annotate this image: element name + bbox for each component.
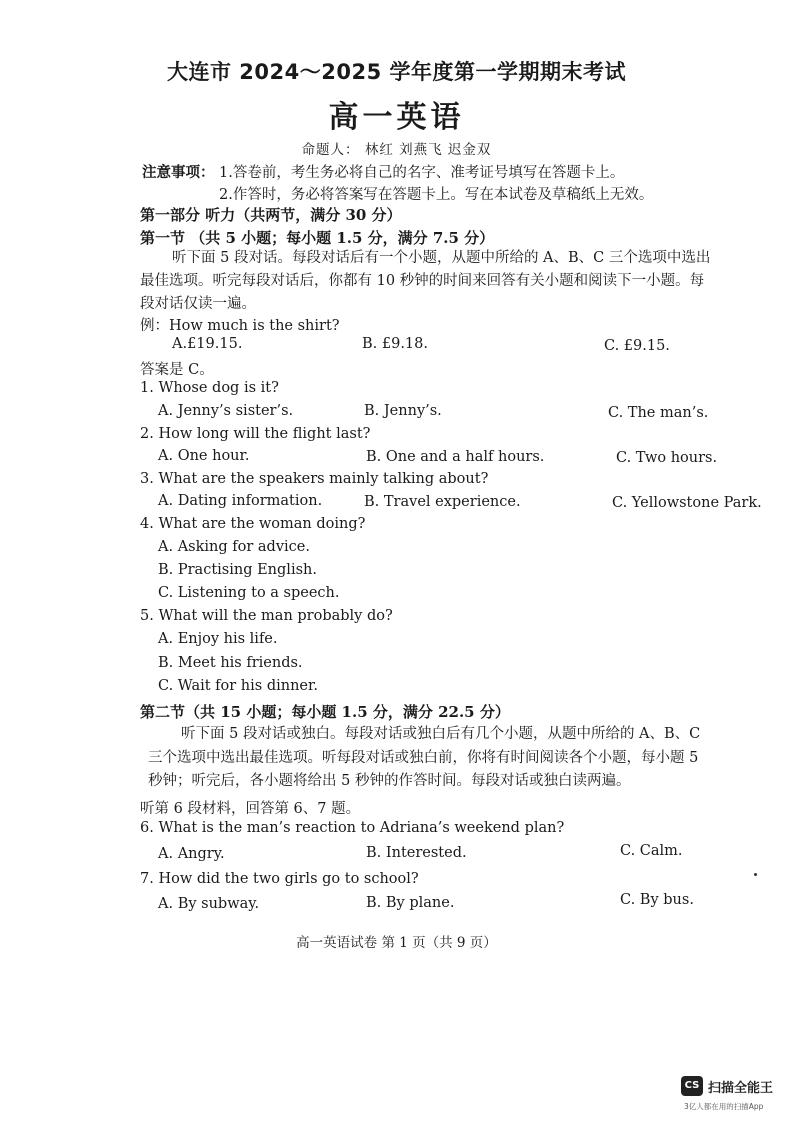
question-5-option-b: B. Meet his friends. [158,655,303,671]
part1-title: 第一部分 听力（共两节，满分 30 分） [140,206,402,224]
question-2-option-b: B. One and a half hours. [366,449,545,465]
scan-speck [754,873,757,876]
scanner-watermark-name: 扫描全能王 [708,1081,774,1096]
question-2-stem: 2. How long will the flight last? [140,426,371,442]
notes-label: 注意事项： [142,164,215,181]
question-2-option-c: C. Two hours. [616,450,718,466]
section1-instructions-line1: 听下面 5 段对话。每段对话后有一个小题，从题中所给的 A、B、C 三个选项中选出 [172,250,711,266]
example-option-a: A.£19.15. [172,336,243,352]
authors-line: 命题人： 林红 刘燕飞 迟金双 [301,142,492,158]
question-4-option-b: B. Practising English. [158,562,317,578]
question-4-option-c: C. Listening to a speech. [158,585,340,601]
question-5-option-a: A. Enjoy his life. [158,631,278,647]
notes-item-2: 2.作答时，务必将答案写在答题卡上。写在本试卷及草稿纸上无效。 [219,187,654,203]
question-5-stem: 5. What will the man probably do? [140,608,393,624]
scanner-watermark-tagline: 3亿人都在用的扫描App [684,1102,764,1111]
material-6-heading: 听第 6 段材料，回答第 6、7 题。 [140,801,361,817]
example-answer: 答案是 C。 [140,362,214,378]
question-4-stem: 4. What are the woman doing? [140,516,366,532]
question-6-option-c: C. Calm. [620,843,683,859]
question-3-option-c: C. Yellowstone Park. [612,495,762,511]
scanner-logo-icon: CS [681,1076,703,1096]
question-7-stem: 7. How did the two girls go to school? [140,871,419,887]
section2-title: 第二节（共 15 小题；每小题 1.5 分，满分 22.5 分） [140,703,510,721]
section2-instructions-line2: 三个选项中选出最佳选项。听每段对话或独白前，你将有时间阅读各个小题，每小题 5 [148,750,699,766]
section2-instructions-line1: 听下面 5 段对话或独白。每段对话或独白后有几个小题，从题中所给的 A、B、C [181,726,701,742]
page-footer: 高一英语试卷 第 1 页（共 9 页） [296,935,497,951]
section2-instructions-line3: 秒钟；听完后，各小题将给出 5 秒钟的作答时间。每段对话或独白读两遍。 [148,773,631,789]
section1-instructions-line3: 段对话仅读一遍。 [140,296,256,312]
question-1-option-a: A. Jenny’s sister’s. [158,403,294,419]
exam-title: 大连市 2024～2025 学年度第一学期期末考试 [166,60,626,84]
notes-item-1: 1.答卷前，考生务必将自己的名字、准考证号填写在答题卡上。 [219,165,625,181]
example-question: 例：How much is the shirt? [140,318,340,334]
question-7-option-c: C. By bus. [620,892,694,908]
section1-title: 第一节 （共 5 小题；每小题 1.5 分，满分 7.5 分） [140,229,495,247]
question-5-option-c: C. Wait for his dinner. [158,678,318,694]
question-7-option-b: B. By plane. [366,895,455,911]
section1-instructions-line2: 最佳选项。听完每段对话后，你都有 10 秒钟的时间来回答有关小题和阅读下一小题。每 [140,273,705,289]
question-1-option-c: C. The man’s. [608,405,709,421]
question-6-option-b: B. Interested. [366,845,467,861]
question-6-stem: 6. What is the man’s reaction to Adriana’s weekend plan? [140,820,565,836]
question-3-stem: 3. What are the speakers mainly talking about? [140,471,489,487]
question-1-stem: 1. Whose dog is it? [140,380,279,396]
subject-title: 高一英语 [328,100,465,135]
question-1-option-b: B. Jenny’s. [364,403,442,419]
question-3-option-a: A. Dating information. [158,493,323,509]
question-2-option-a: A. One hour. [158,448,250,464]
example-option-b: B. £9.18. [362,336,428,352]
question-4-option-a: A. Asking for advice. [158,539,310,555]
question-7-option-a: A. By subway. [158,896,260,912]
question-6-option-a: A. Angry. [158,846,225,862]
example-option-c: C. £9.15. [604,338,670,354]
question-3-option-b: B. Travel experience. [364,494,521,510]
